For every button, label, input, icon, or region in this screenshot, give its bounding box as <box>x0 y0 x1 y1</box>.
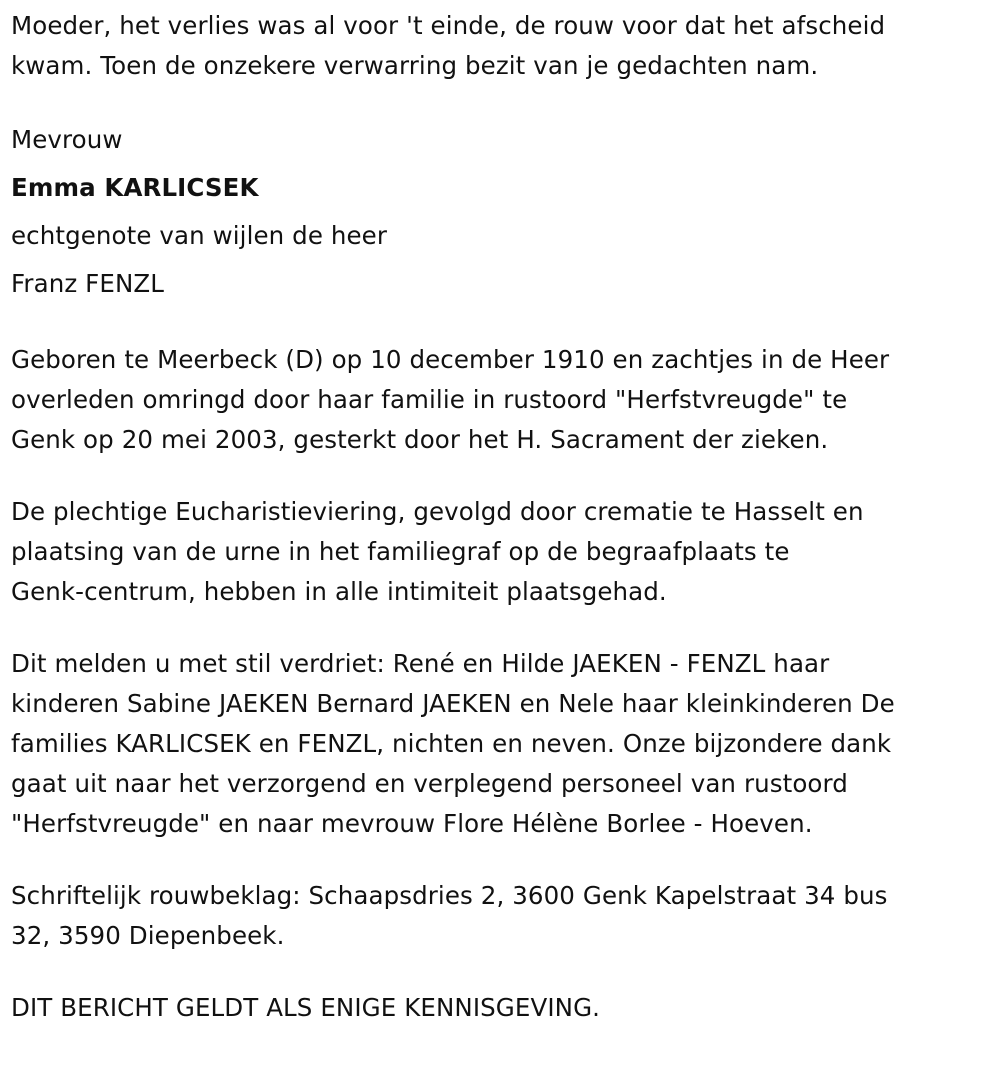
spouse-name: Franz FENZL <box>11 269 165 298</box>
paragraph-line: kinderen Sabine JAEKEN Bernard JAEKEN en Nele haar kleinkinderen De <box>11 689 895 718</box>
intro-paragraph <box>11 6 986 86</box>
birth-death-paragraph <box>11 340 986 460</box>
closing-notice: DIT BERICHT GELDT ALS ENIGE KENNISGEVING. <box>11 993 601 1022</box>
paragraph-line: "Herfstvreugde" en naar mevrouw Flore Hélène Borlee - Hoeven. <box>11 809 813 838</box>
paragraph-line: plaatsing van de urne in het familiegraf op de begraafplaats te <box>11 537 790 566</box>
deceased-name: Emma KARLICSEK <box>11 173 259 202</box>
paragraph-line: gaat uit naar het verzorgend en verplegend personeel van rustoord <box>11 769 848 798</box>
condolences-paragraph <box>11 876 986 956</box>
paragraph-line: overleden omringd door haar familie in rustoord "Herfstvreugde" te <box>11 385 848 414</box>
intro-line: Moeder, het verlies was al voor 't einde, de rouw voor dat het afscheid <box>11 11 886 40</box>
paragraph-line: Geboren te Meerbeck (D) op 10 december 1910 en zachtjes in de Heer <box>11 345 890 374</box>
paragraph-line: families KARLICSEK en FENZL, nichten en neven. Onze bijzondere dank <box>11 729 892 758</box>
paragraph-line: Genk op 20 mei 2003, gesterkt door het H. Sacrament der zieken. <box>11 425 829 454</box>
obituary-document <box>11 0 986 1028</box>
ceremony-paragraph <box>11 492 986 612</box>
paragraph-line: Genk-centrum, hebben in alle intimiteit plaatsgehad. <box>11 577 667 606</box>
salutation: Mevrouw <box>11 125 123 154</box>
intro-line: kwam. Toen de onzekere verwarring bezit van je gedachten nam. <box>11 51 819 80</box>
paragraph-line: 32, 3590 Diepenbeek. <box>11 921 285 950</box>
deceased-block <box>11 116 986 308</box>
family-paragraph <box>11 644 986 844</box>
paragraph-line: De plechtige Eucharistieviering, gevolgd door crematie te Hasselt en <box>11 497 864 526</box>
paragraph-line: Schriftelijk rouwbeklag: Schaapsdries 2, 3600 Genk Kapelstraat 34 bus <box>11 881 888 910</box>
closing-paragraph <box>11 988 986 1028</box>
paragraph-line: Dit melden u met stil verdriet: René en Hilde JAEKEN - FENZL haar <box>11 649 830 678</box>
relation-text: echtgenote van wijlen de heer <box>11 221 388 250</box>
